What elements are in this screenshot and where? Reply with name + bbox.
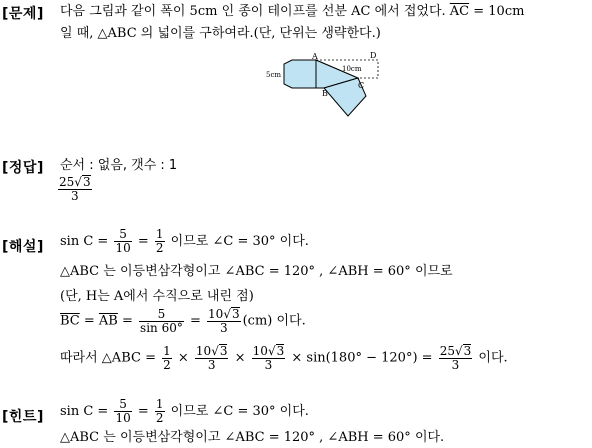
fraction-5-10: $\frac{5}{10}$: [115, 227, 131, 255]
answer-fraction: $\frac{25√3}{3}$: [59, 175, 91, 203]
label-width: 5cm: [266, 71, 282, 79]
segment-ac: $\overline{AC}$: [449, 4, 470, 19]
hint-tag: [힌트]: [2, 409, 44, 425]
problem-length: = 10cm: [469, 4, 525, 19]
label-c: C: [358, 81, 365, 90]
solution-line-3: (단, H는 A에서 수직으로 내린 점): [60, 289, 254, 304]
hint-line-1: sin C = $\frac{5}{10}$ = $\frac{1}{2}$ 이므로 ∠C = 30° 이다.: [60, 397, 309, 425]
problem-tag: [문제]: [2, 6, 44, 22]
label-a: A: [312, 52, 318, 61]
hint-line-2: △ABC 는 이등변삼각형이고 ∠ABC = 120° , ∠ABH = 60° 이다.: [60, 430, 445, 445]
answer-tag: [정답]: [2, 160, 44, 176]
problem-line-2: 일 때, △ABC 의 넓이를 구하여라.(단, 단위는 생략한다.): [60, 26, 381, 41]
solution-line-1: sin C = $\frac{5}{10}$ = $\frac{1}{2}$ 이므로 ∠C = 30° 이다.: [60, 227, 309, 255]
solution-line-4: $\overline{BC} = \overline{AB}$ = $\frac{5}{\sin 60^\circ}$ = $\frac{10√3}{3}$ (cm) 이다.: [60, 306, 306, 335]
problem-text: 다음 그림과 같이 폭이 5cm 인 종이 테이프를 선분 AC 에서 접었다.: [60, 4, 450, 19]
label-d: D: [370, 51, 377, 60]
solution-tag: [해설]: [2, 239, 44, 255]
solution-line-2: △ABC 는 이등변삼각형이고 ∠ABC = 120° , ∠ABH = 60° 이므로: [60, 264, 453, 279]
fraction-1-2: $\frac{1}{2}$: [155, 227, 164, 255]
tape-left-part: [284, 60, 316, 88]
tape-figure: [262, 48, 387, 120]
answer-line: 순서 : 없음, 갯수 : 1: [60, 158, 178, 173]
solution-line-5: 따라서 △ABC = $\frac{1}{2}$ × $\frac{10√3}{3}$ × $\frac{10√3}{3}$ × sin(180° − 120°) = $\frac{25√3}{3}$ 이다.: [60, 343, 508, 372]
label-b: B: [322, 89, 328, 98]
problem-line-1: [60, 4, 524, 20]
label-length: 10cm: [342, 65, 362, 73]
